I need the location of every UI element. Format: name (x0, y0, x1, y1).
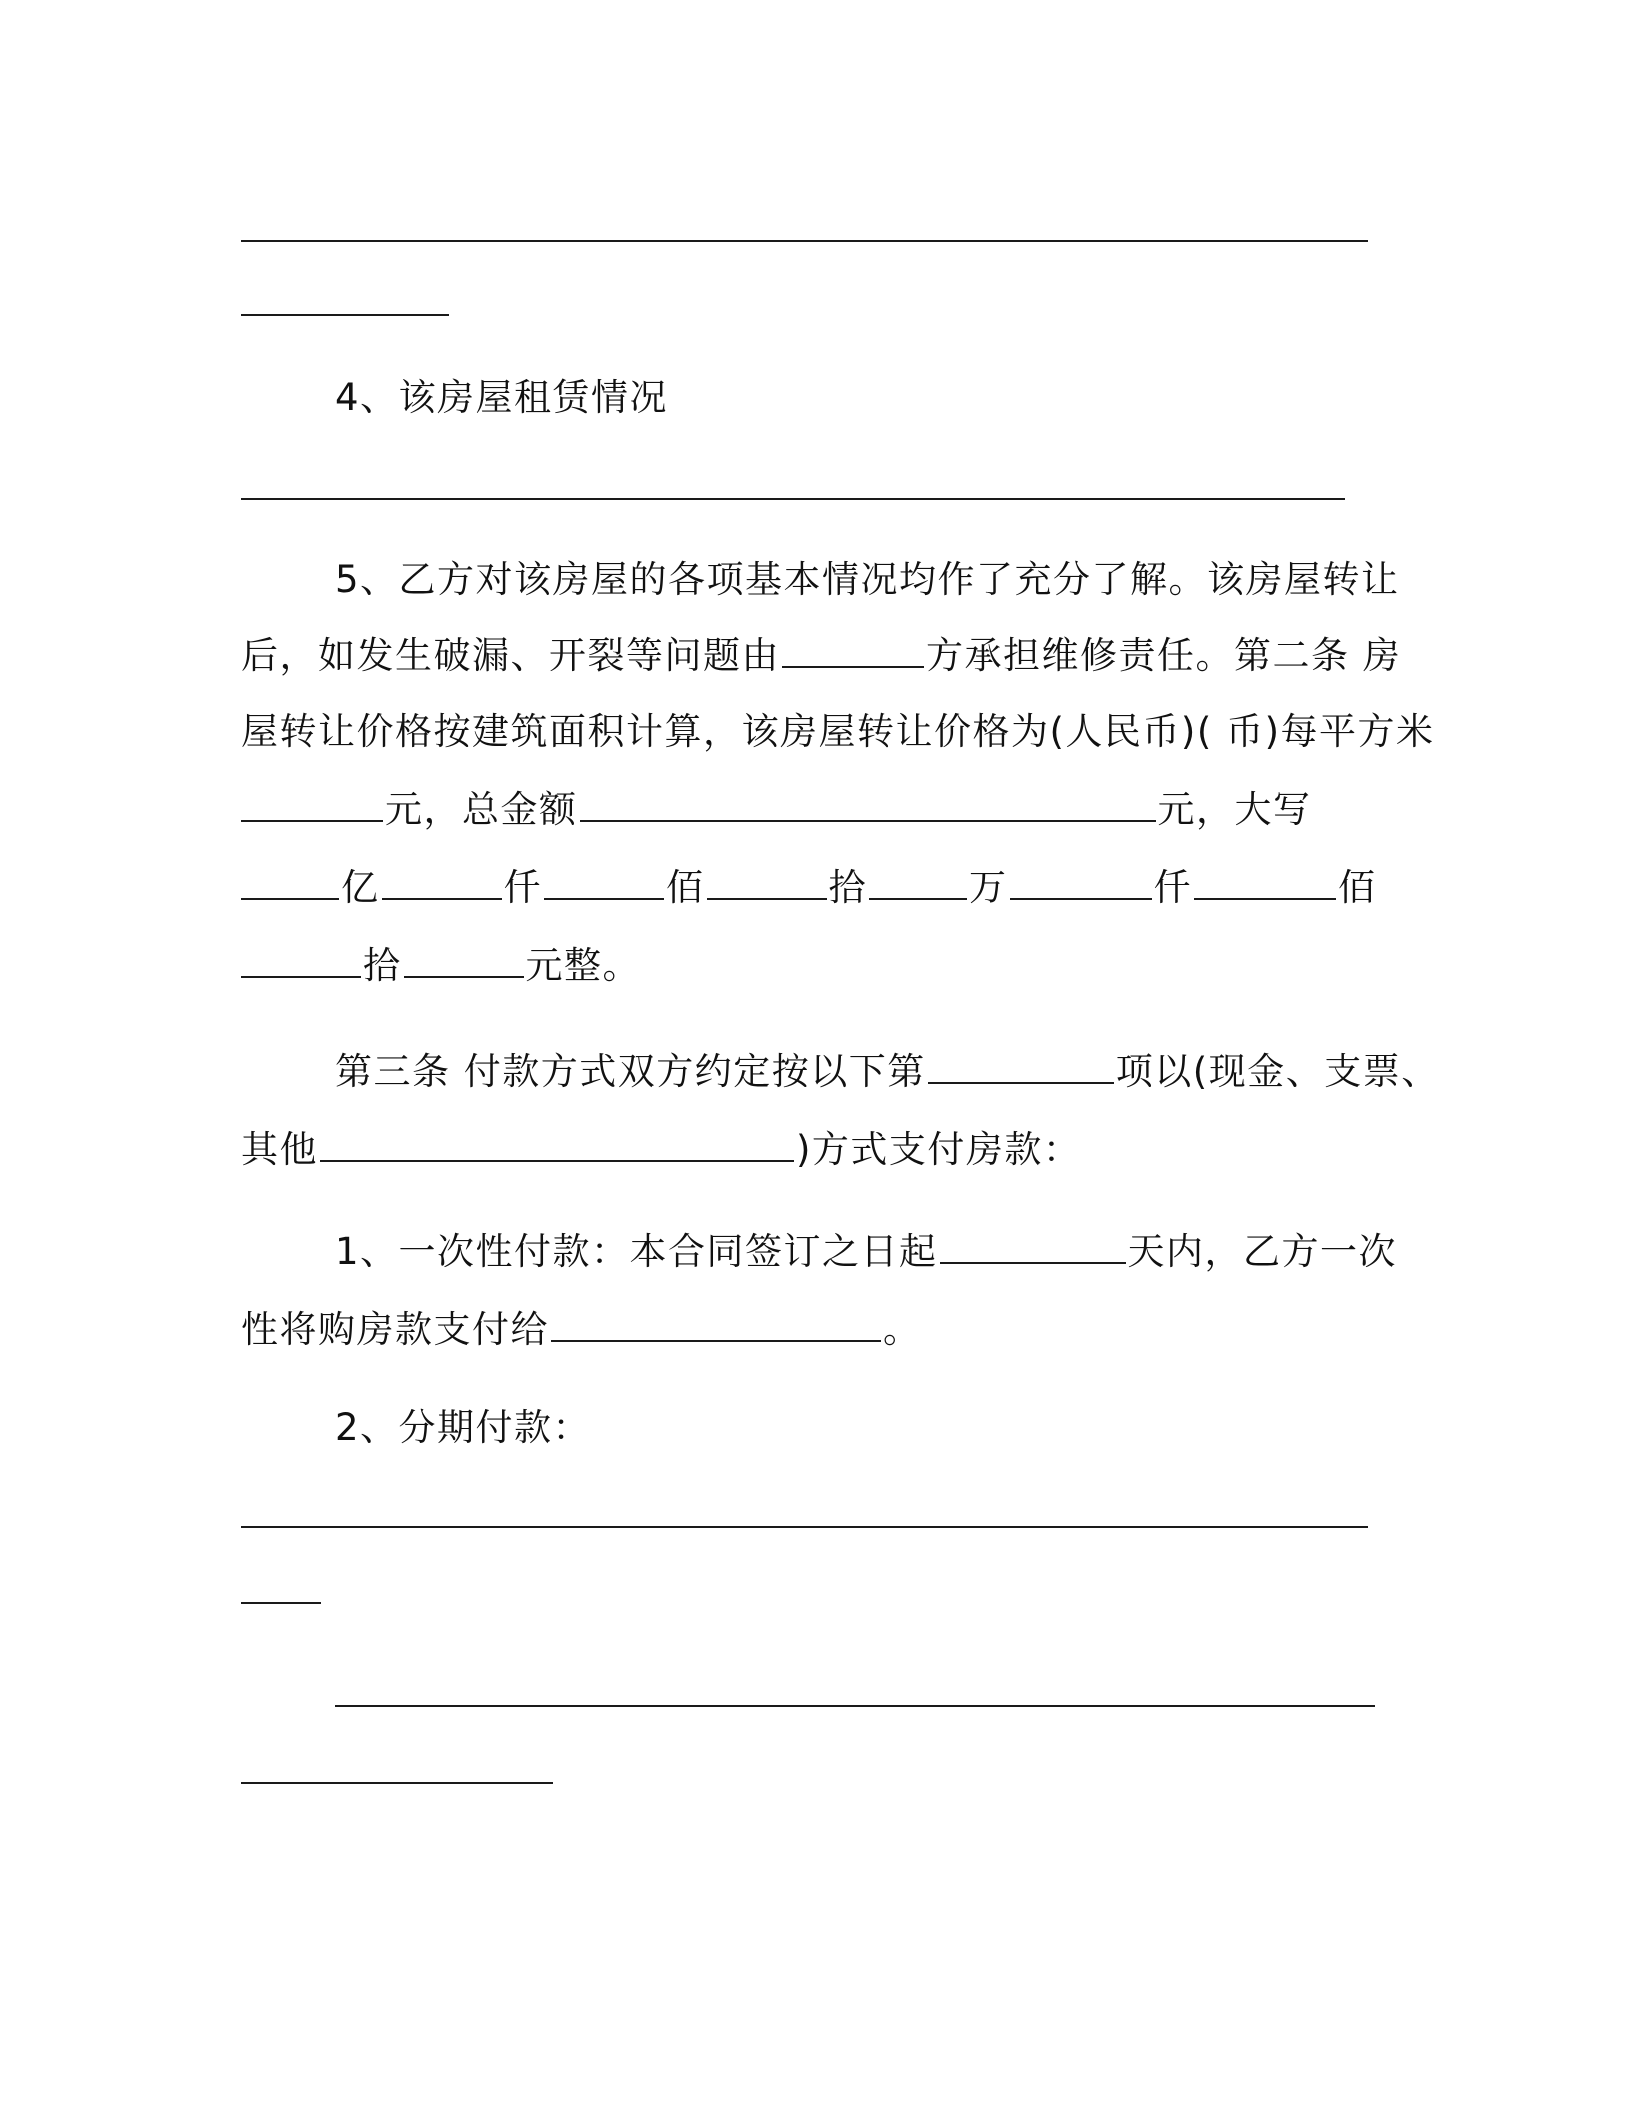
blank (241, 864, 339, 900)
text: 拾 (363, 944, 402, 987)
text: 拾 (828, 866, 867, 909)
fill-line (335, 1705, 1375, 1707)
item-5-line-4 (241, 784, 1312, 836)
item-5-line-5 (241, 862, 1377, 914)
text: 天内，乙方一次 (1127, 1230, 1398, 1273)
blank (1194, 864, 1336, 900)
fill-line (241, 240, 1368, 242)
item-5-line-2 (241, 630, 1401, 682)
text: 万 (969, 866, 1008, 909)
blank (544, 864, 664, 900)
text: 元整。 (525, 944, 641, 987)
text: 方承担维修责任。第二条 房 (926, 634, 1402, 677)
blank (320, 1126, 794, 1162)
text: )方式支付房款： (796, 1128, 1082, 1171)
fill-line (241, 498, 1345, 500)
fill-line (241, 1782, 553, 1784)
blank (782, 632, 924, 668)
blank (404, 942, 524, 978)
fill-line (241, 1602, 321, 1604)
payment-1-line-2 (241, 1304, 922, 1356)
text: 元，大写 (1157, 788, 1312, 831)
blank (382, 864, 502, 900)
blank (869, 864, 967, 900)
blank (940, 1228, 1126, 1264)
text: 后，如发生破漏、开裂等问题由 (241, 634, 780, 677)
text: 第三条 付款方式双方约定按以下第 (335, 1050, 926, 1093)
item-5-line-3: 屋转让价格按建筑面积计算，该房屋转让价格为(人民币)( 币)每平方米 (241, 710, 1435, 753)
blank (580, 786, 1156, 822)
text: 项以(现金、支票、 (1115, 1050, 1440, 1093)
text: 其他 (241, 1128, 318, 1171)
blank (241, 786, 383, 822)
blank (1010, 864, 1152, 900)
blank (551, 1306, 881, 1342)
payment-1-line-1 (335, 1226, 1397, 1278)
blank (241, 942, 361, 978)
article-3-line-2 (241, 1124, 1081, 1176)
text: 佰 (666, 866, 705, 909)
item-5-line-1: 5、乙方对该房屋的各项基本情况均作了充分了解。该房屋转让 (335, 558, 1400, 601)
text: 佰 (1338, 866, 1377, 909)
blank (928, 1048, 1114, 1084)
fill-line (241, 1526, 1368, 1528)
item-5-line-6 (241, 940, 641, 992)
text: 仟 (1153, 866, 1192, 909)
text: 性将购房款支付给 (241, 1308, 549, 1351)
text: 。 (883, 1308, 922, 1351)
text: 元，总金额 (385, 788, 578, 831)
text: 仟 (503, 866, 542, 909)
payment-2-title: 2、分期付款： (335, 1406, 592, 1449)
blank (707, 864, 827, 900)
fill-line (241, 314, 449, 316)
text: 1、一次性付款：本合同签订之日起 (335, 1230, 938, 1273)
article-3-line-1 (335, 1046, 1440, 1098)
text: 亿 (341, 866, 380, 909)
item-4-title: 4、该房屋租赁情况 (335, 376, 669, 419)
